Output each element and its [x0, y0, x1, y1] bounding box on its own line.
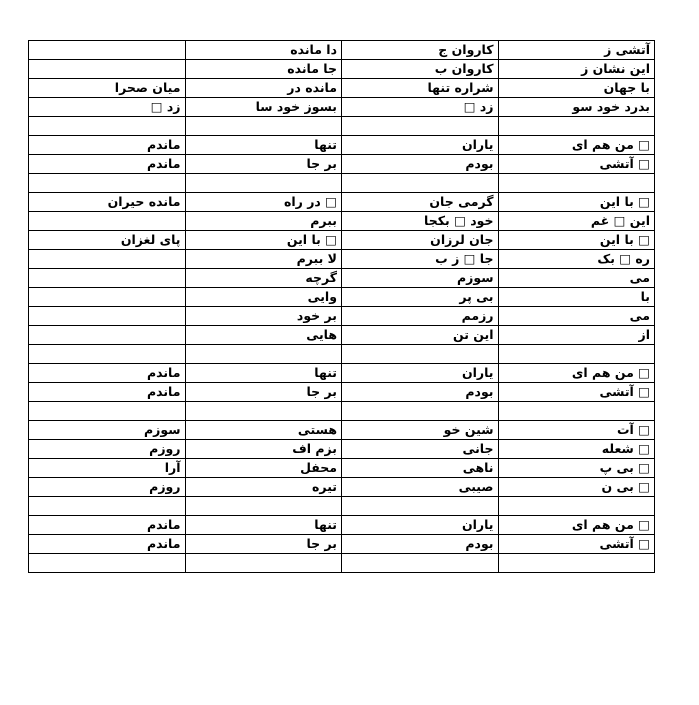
table-cell: ببرم [185, 212, 342, 231]
table-cell: مانده حیران [29, 193, 186, 212]
table-row [29, 231, 655, 250]
table-cell: جان لرزان [342, 231, 499, 250]
table-row [29, 60, 655, 79]
table-cell [342, 497, 499, 516]
table-cell [185, 554, 342, 573]
table-row [29, 79, 655, 98]
table-cell: پای لغزان [29, 231, 186, 250]
table-row [29, 326, 655, 345]
table-cell: ماندم [29, 155, 186, 174]
table-cell [29, 497, 186, 516]
table-row [29, 41, 655, 60]
table-row [29, 117, 655, 136]
table-row [29, 269, 655, 288]
table-cell: این □ غم [498, 212, 655, 231]
table-cell: ماندم [29, 136, 186, 155]
table-cell [29, 269, 186, 288]
table-cell: جا مانده [185, 60, 342, 79]
table-cell: روزم [29, 478, 186, 497]
table-cell: ماندم [29, 516, 186, 535]
table-cell: □ من هم ای [498, 136, 655, 155]
table-row [29, 307, 655, 326]
table-cell: روزم [29, 440, 186, 459]
table-cell: شین خو [342, 421, 499, 440]
table-cell: این تن [342, 326, 499, 345]
table-cell: ناهی [342, 459, 499, 478]
table-cell: □ در راه [185, 193, 342, 212]
table-cell [498, 174, 655, 193]
table-cell: □ شعله [498, 440, 655, 459]
table-cell: دا مانده [185, 41, 342, 60]
table-cell [498, 402, 655, 421]
table-cell: آتشی ز [498, 41, 655, 60]
table-cell: جا □ ز ب [342, 250, 499, 269]
table-cell: رزمم [342, 307, 499, 326]
table-row [29, 402, 655, 421]
table-cell: بی پر [342, 288, 499, 307]
table-row [29, 250, 655, 269]
table-row [29, 345, 655, 364]
table-cell [29, 212, 186, 231]
table-cell [29, 250, 186, 269]
table-cell: بودم [342, 383, 499, 402]
table-cell [29, 288, 186, 307]
table-row [29, 383, 655, 402]
table-cell: □ با این [498, 231, 655, 250]
table-cell: با جهان [498, 79, 655, 98]
table-cell: هایی [185, 326, 342, 345]
table-row [29, 440, 655, 459]
table-cell: ره □ بک [498, 250, 655, 269]
table-row [29, 364, 655, 383]
table-cell: تیره [185, 478, 342, 497]
table-cell: ماندم [29, 383, 186, 402]
table-row [29, 288, 655, 307]
table-cell: زد □ [29, 98, 186, 117]
table-cell [185, 402, 342, 421]
table-cell: کاروان ب [342, 60, 499, 79]
table-cell: بر جا [185, 383, 342, 402]
table-cell: تنها [185, 516, 342, 535]
table-row [29, 212, 655, 231]
lyrics-table [28, 40, 655, 573]
table-cell: □ بی پ [498, 459, 655, 478]
table-cell: محفل [185, 459, 342, 478]
table-cell: □ با این [185, 231, 342, 250]
table-cell [185, 497, 342, 516]
table-cell: بر جا [185, 155, 342, 174]
table-cell: می [498, 269, 655, 288]
table-cell: وایی [185, 288, 342, 307]
table-cell: □ من هم ای [498, 516, 655, 535]
table-row [29, 98, 655, 117]
table-cell: □ با این [498, 193, 655, 212]
table-cell [342, 554, 499, 573]
table-cell [498, 497, 655, 516]
table-row [29, 155, 655, 174]
table-cell: کاروان ج [342, 41, 499, 60]
table-row [29, 459, 655, 478]
table-cell: تنها [185, 364, 342, 383]
table-cell [342, 117, 499, 136]
table-cell: بسوز خود سا [185, 98, 342, 117]
lyrics-table-body [29, 41, 655, 573]
table-cell: تنها [185, 136, 342, 155]
table-cell: جانی [342, 440, 499, 459]
table-cell: بزم اف [185, 440, 342, 459]
table-cell [29, 554, 186, 573]
table-row [29, 478, 655, 497]
table-cell [29, 117, 186, 136]
table-cell: با [498, 288, 655, 307]
table-cell: صیبی [342, 478, 499, 497]
table-cell [29, 345, 186, 364]
table-cell: گرچه [185, 269, 342, 288]
table-cell: بر خود [185, 307, 342, 326]
table-cell: این نشان ز [498, 60, 655, 79]
table-cell [185, 117, 342, 136]
table-cell [29, 60, 186, 79]
table-row [29, 535, 655, 554]
table-cell: آرا [29, 459, 186, 478]
table-row [29, 421, 655, 440]
table-cell: □ آتشی [498, 155, 655, 174]
table-row [29, 193, 655, 212]
table-cell: □ آتشی [498, 383, 655, 402]
table-cell: ماندم [29, 364, 186, 383]
table-cell: بودم [342, 535, 499, 554]
table-cell: مانده در [185, 79, 342, 98]
table-cell: یاران [342, 516, 499, 535]
table-cell: بر جا [185, 535, 342, 554]
table-cell [29, 402, 186, 421]
table-cell: خود □ بکجا [342, 212, 499, 231]
table-cell [29, 174, 186, 193]
table-row [29, 554, 655, 573]
table-row [29, 174, 655, 193]
table-cell: ماندم [29, 535, 186, 554]
lyrics-sheet [28, 40, 655, 573]
table-cell [498, 117, 655, 136]
table-cell [185, 174, 342, 193]
table-cell: بدرد خود سو [498, 98, 655, 117]
table-cell [185, 345, 342, 364]
table-cell: هستی [185, 421, 342, 440]
table-cell [29, 307, 186, 326]
table-cell: از [498, 326, 655, 345]
table-cell [342, 174, 499, 193]
table-cell: گرمی جان [342, 193, 499, 212]
table-cell [29, 326, 186, 345]
table-cell [342, 345, 499, 364]
table-cell: سوزم [29, 421, 186, 440]
table-cell [29, 41, 186, 60]
table-cell: □ آت [498, 421, 655, 440]
table-cell: بودم [342, 155, 499, 174]
table-cell: □ آتشی [498, 535, 655, 554]
table-cell: یاران [342, 364, 499, 383]
table-cell: میان صحرا [29, 79, 186, 98]
table-cell: یاران [342, 136, 499, 155]
table-row [29, 136, 655, 155]
table-cell: سوزم [342, 269, 499, 288]
table-cell: لا ببرم [185, 250, 342, 269]
table-row [29, 497, 655, 516]
table-cell: شراره تنها [342, 79, 499, 98]
table-cell: □ من هم ای [498, 364, 655, 383]
table-cell [342, 402, 499, 421]
table-cell: زد □ [342, 98, 499, 117]
table-cell [498, 345, 655, 364]
table-cell: می [498, 307, 655, 326]
table-row [29, 516, 655, 535]
table-cell [498, 554, 655, 573]
table-cell: □ بی ن [498, 478, 655, 497]
